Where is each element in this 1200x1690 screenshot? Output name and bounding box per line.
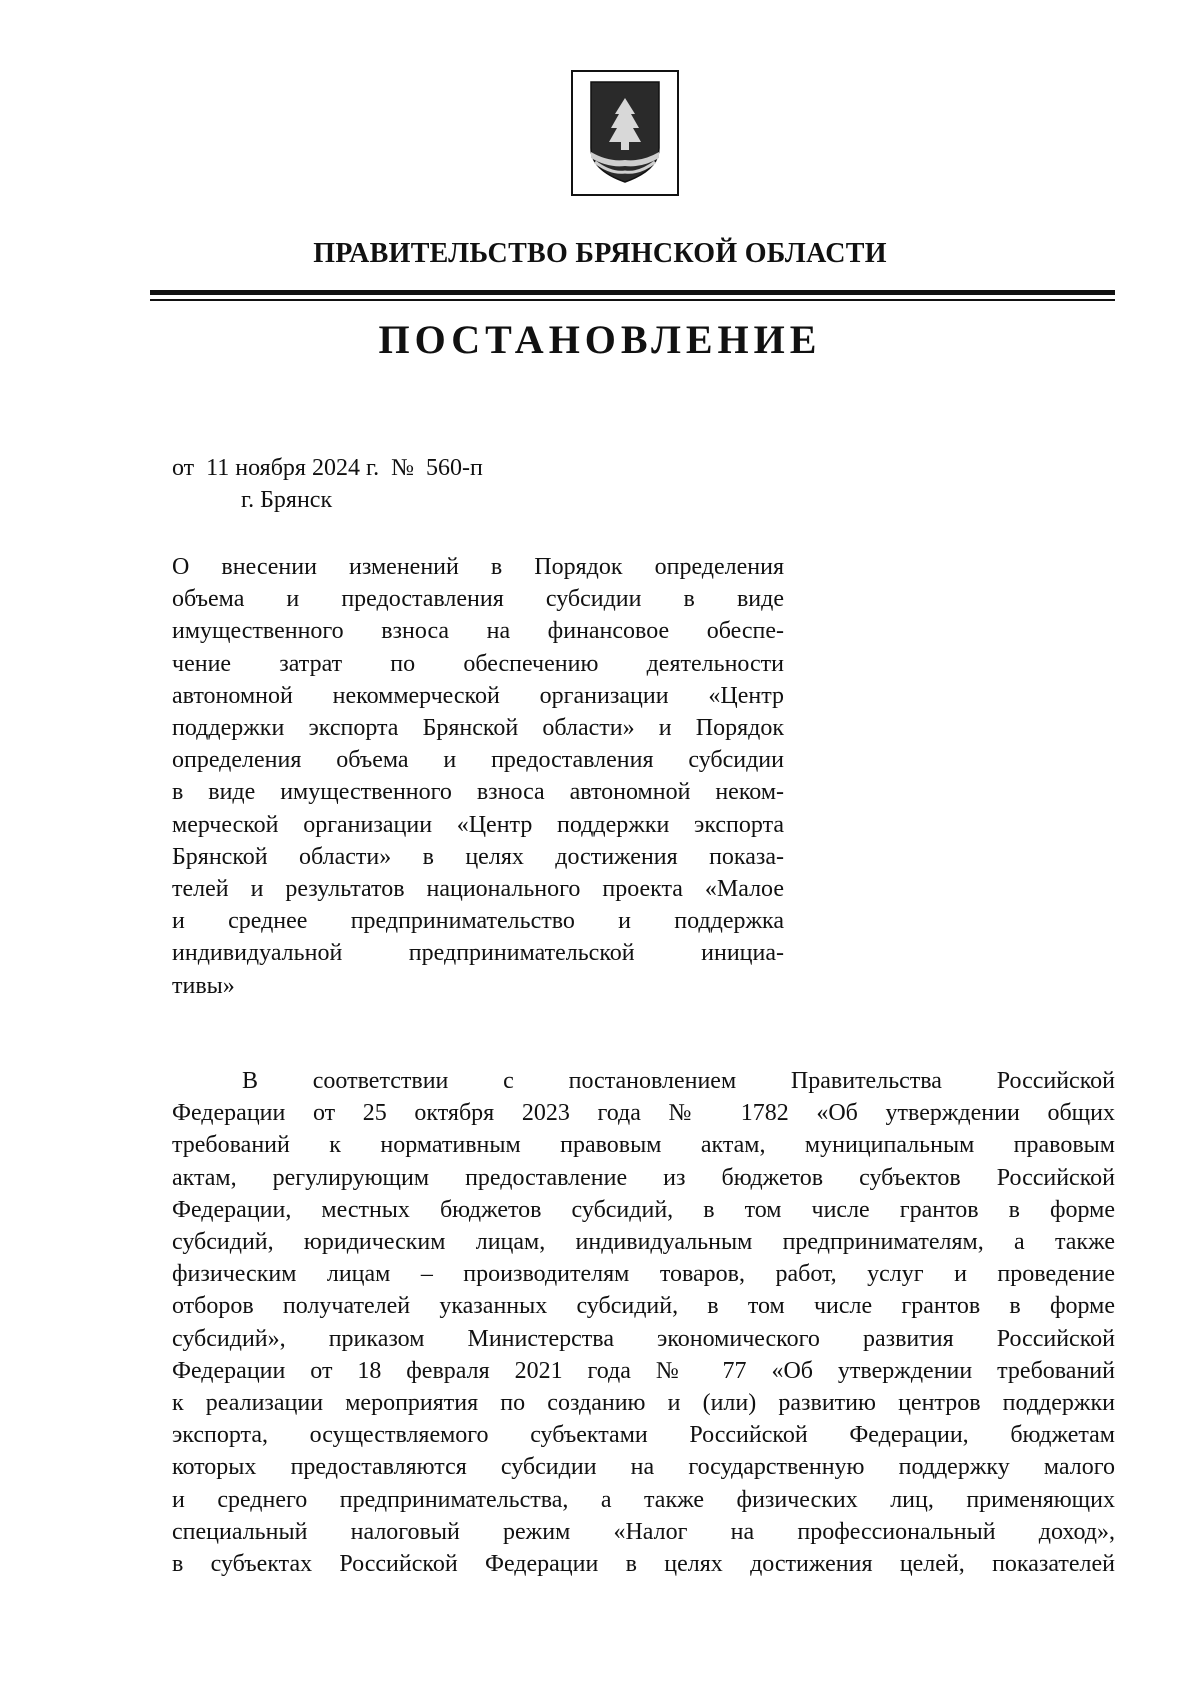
body-line: которых предоставляются субсидии на государственную поддержку малого [172,1454,1115,1481]
subject-line: в виде имущественного взноса автономной неком- [172,779,784,806]
organization-title: ПРАВИТЕЛЬСТВО БРЯНСКОЙ ОБЛАСТИ [313,238,887,269]
body-line: В соответствии с постановлением Правительства Российской [242,1068,1115,1094]
body-line: Федерации от 25 октября 2023 года № 1782 «Об утверждении общих [172,1100,1115,1127]
coat-of-arms-icon [571,70,679,196]
body-line: и среднего предпринимательства, а также физических лиц, применяющих [172,1486,1115,1513]
subject-line: и среднее предпринимательство и поддержка [172,908,784,935]
header-divider-thin [150,299,1115,301]
subject-line: поддержки экспорта Брянской области» и Порядок [172,715,784,742]
body-line: субсидий», приказом Министерства экономического развития Российской [172,1325,1115,1352]
coat-of-arms-emblem [571,70,679,196]
document-place: г. Брянск [241,487,333,513]
subject-line: чение затрат по обеспечению деятельности [172,650,784,677]
subject-line: Брянской области» в целях достижения показа- [172,843,784,870]
body-line: экспорта, осуществляемого субъектами Российской Федерации, бюджетам [172,1422,1115,1449]
body-line: субсидий, юридическим лицам, индивидуальным предпринимателям, а также [172,1229,1115,1256]
subject-line: индивидуальной предпринимательской инициа- [172,940,784,967]
body-line: физическим лицам – производителям товаров, работ, услуг и проведение [172,1261,1115,1288]
subject-line: имущественного взноса на финансовое обеспе- [172,618,784,645]
document-subject [172,551,784,1002]
subject-line: тивы» [172,972,235,999]
document-type-title: ПОСТАНОВЛЕНИЕ [378,317,822,362]
subject-line: объема и предоставления субсидии в виде [172,586,784,613]
body-line: актам, регулирующим предоставление из бюджетов субъектов Российской [172,1164,1115,1191]
subject-line: определения объема и предоставления субсидии [172,747,784,774]
body-line: отборов получателей указанных субсидий, в том числе грантов в форме [172,1293,1115,1320]
header-divider-thick [150,290,1115,295]
body-line: Федерации, местных бюджетов субсидий, в том числе грантов в форме [172,1196,1115,1223]
subject-line: О внесении изменений в Порядок определения [172,554,784,580]
subject-line: автономной некоммерческой организации «Центр [172,682,784,709]
document-date-number: от 11 ноября 2024 г. № 560-п [172,455,483,481]
body-line: к реализации мероприятия по созданию и (или) развитию центров поддержки [172,1390,1115,1417]
body-line: требований к нормативным правовым актам, муниципальным правовым [172,1132,1115,1159]
subject-line: мерческой организации «Центр поддержки экспорта [172,811,784,838]
subject-line: телей и результатов национального проекта «Малое [172,876,784,903]
body-line: специальный налоговый режим «Налог на профессиональный доход», [172,1518,1115,1545]
document-body [172,1065,1115,1580]
body-line: Федерации от 18 февраля 2021 года № 77 «Об утверждении требований [172,1357,1115,1384]
body-line: в субъектах Российской Федерации в целях достижения целей, показателей [172,1551,1115,1578]
